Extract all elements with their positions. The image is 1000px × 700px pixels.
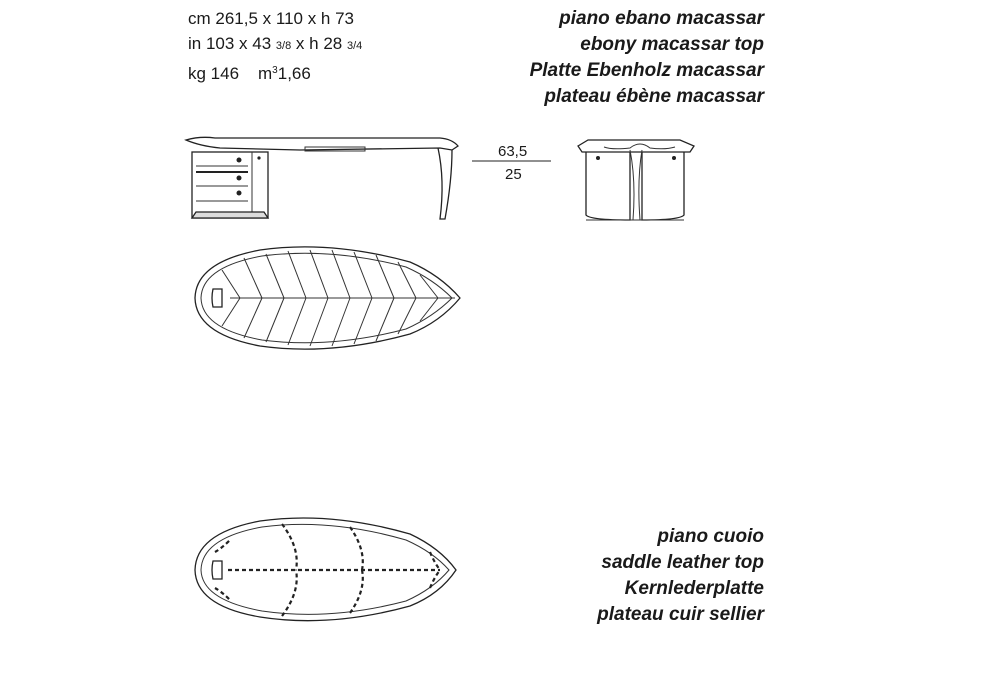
dimensions-inches-fraction-1: 3/8 [275,40,292,52]
dimensions-inches-prefix: in 103 x 43 [188,34,276,53]
weight: kg 146 [188,64,240,83]
leather-top-italian: piano cuoio [657,526,764,547]
ebony-top-french: plateau ébène macassar [544,86,764,107]
ebony-top-german: Platte Ebenholz macassar [529,60,764,81]
leaf-top-plan-leather [195,518,456,621]
dimensions-inches-middle: x h 28 [291,34,347,53]
leather-top-french: plateau cuir sellier [597,604,764,625]
volume-value: 1,66 [277,64,311,83]
section-height-in: 25 [505,166,522,183]
section-height-cm: 63,5 [498,143,528,160]
leather-top-english: saddle leather top [601,552,764,573]
volume-superscript: 3 [272,65,278,76]
leaf-top-plan-ebony [195,247,460,349]
volume-unit: m [258,64,273,83]
desk-side-view [578,140,694,220]
ebony-top-english: ebony macassar top [580,34,764,55]
leather-top-german: Kernlederplatte [624,578,764,599]
dimensions-cm: cm 261,5 x 110 x h 73 [188,9,355,28]
dimensions-inches-fraction-2: 3/4 [346,40,363,52]
desk-front-view [186,137,458,219]
ebony-top-italian: piano ebano macassar [559,8,764,29]
